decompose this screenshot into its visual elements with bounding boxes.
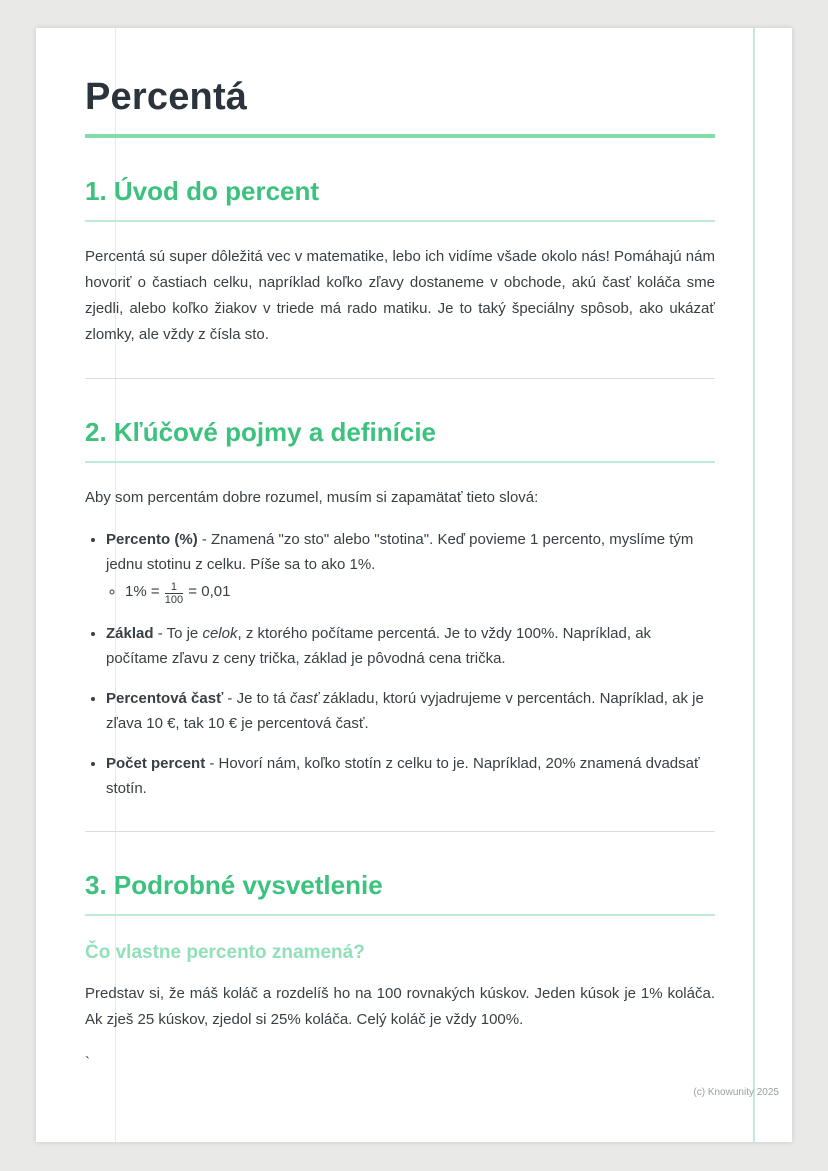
section-3-subheading: Čo vlastne percento znamená?	[85, 942, 365, 964]
section-1-heading: 1. Úvod do percent	[85, 175, 320, 206]
document-content	[85, 28, 715, 1073]
list-item-pocet-percent	[106, 751, 715, 801]
section-3-heading: 3. Podrobné vysvetlenie	[85, 870, 383, 901]
right-margin-line	[753, 28, 755, 1142]
term-definition-italic: celok	[202, 625, 238, 643]
term-definition: - Hovorí nám, koľko stotín z celku to je. Napríklad, 20% znamená dvadsať stotín.	[106, 755, 700, 798]
term-definition: - Znamená "zo sto" alebo "stotina". Keď povieme 1 percento, myslíme tým jednu stotinu z celku. Píše sa to ako 1%.	[106, 530, 694, 573]
fraction-denominator: 100	[164, 593, 184, 606]
term-label: Základ	[106, 625, 154, 643]
term-definition-pre: - To je	[153, 625, 203, 643]
key-terms-list	[85, 527, 715, 801]
term-definition-post: základu, ktorú vyjadrujeme v percentách. Napríklad, ak je zľava 10 €, tak 10 € je percentová časť.	[106, 690, 704, 733]
stray-character: `	[85, 1054, 90, 1072]
section-divider	[85, 831, 715, 832]
list-item-percentova-cast	[106, 686, 715, 736]
list-item-zaklad	[106, 621, 715, 671]
fraction-1-over-100	[165, 581, 183, 606]
formula-suffix: = 0,01	[184, 582, 231, 600]
term-definition-pre: - Je to tá	[223, 690, 290, 708]
document-page	[36, 28, 792, 1142]
section-1-heading-rule	[85, 220, 715, 222]
formula-prefix: 1% =	[125, 582, 164, 600]
term-label: Percentová časť	[106, 690, 224, 708]
term-definition-post: , z ktorého počítame percentá. Je to vždy 100%. Napríklad, ak počítame zľavu z ceny trička, základ je pôvodná cena trička.	[106, 625, 652, 668]
sub-list-item-formula	[125, 580, 715, 606]
term-label: Percento (%)	[106, 530, 198, 548]
term-label: Počet percent	[106, 755, 206, 773]
page-title: Percentá	[85, 76, 248, 118]
list-item-percento	[106, 527, 715, 606]
section-3-heading-rule	[85, 914, 715, 916]
term-definition-italic: časť	[289, 690, 319, 708]
section-3-paragraph: Predstav si, že máš koláč a rozdelíš ho na 100 rovnakých kúskov. Jeden kúsok je 1% koláča. Ak zješ 25 kúskov, zjedol si 25% koláča. Celý koláč je vždy 100%.	[85, 985, 715, 1029]
sub-list	[106, 580, 715, 606]
section-2-heading: 2. Kľúčové pojmy a definície	[85, 416, 437, 447]
section-2-intro: Aby som percentám dobre rozumel, musím si zapamätať tieto slová:	[85, 488, 539, 506]
section-1-paragraph: Percentá sú super dôležitá vec v matematike, lebo ich vidíme všade okolo nás! Pomáhajú nám hovoriť o častiach celku, napríklad koľko zľavy dostaneme v obchode, akú časť koláča sme zjedli, alebo koľko žiakov v triede má rado matiku. Je to taký špeciálny spôsob, ako ukázať zlomky, ale vždy z čísla sto.	[85, 247, 715, 343]
section-divider	[85, 378, 715, 379]
title-underline-rule	[85, 134, 715, 138]
section-2-heading-rule	[85, 461, 715, 463]
fraction-numerator: 1	[165, 581, 183, 594]
footer-credit: (c) Knowunity 2025	[693, 1087, 779, 1098]
